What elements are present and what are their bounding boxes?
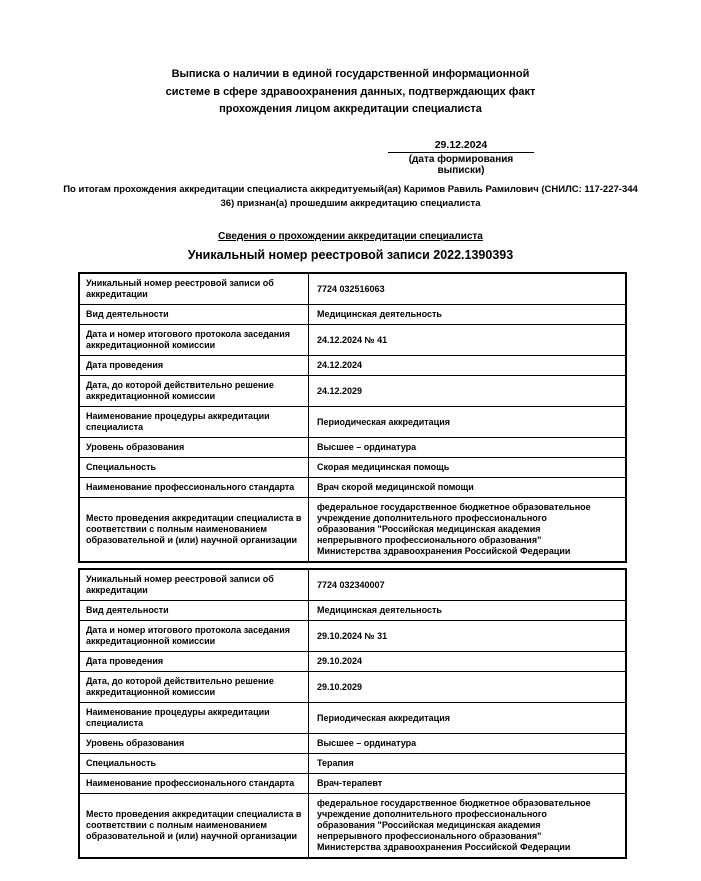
table-row [79, 498, 626, 563]
accreditation-table-1 [78, 272, 627, 563]
formation-date-caption: (дата формирования выписки) [408, 154, 514, 176]
row-value: 29.10.2024 [309, 652, 627, 672]
table-row [79, 703, 626, 734]
row-value: Медицинская деятельность [309, 601, 627, 621]
row-label: Дата и номер итогового протокола заседания аккредитационной комиссии [79, 621, 309, 652]
table-row [79, 754, 626, 774]
table-row [79, 356, 626, 376]
row-label: Наименование процедуры аккредитации специалиста [79, 703, 309, 734]
row-label: Уникальный номер реестровой записи об аккредитации [79, 273, 309, 305]
row-value: 24.12.2029 [309, 376, 627, 407]
table-row [79, 569, 626, 601]
table-row [79, 438, 626, 458]
table-row [79, 407, 626, 438]
accreditation-table-2-body [79, 569, 626, 858]
table-row [79, 621, 626, 652]
row-label: Место проведения аккредитации специалиста в соответствии с полным наименованием образовательной и (или) научной организации [79, 498, 309, 563]
table-row [79, 458, 626, 478]
row-label: Дата и номер итогового протокола заседания аккредитационной комиссии [79, 325, 309, 356]
row-value: федеральное государственное бюджетное образовательное учреждение дополнительного профессионального образования "Российская медицинская академия непрерывного профессионального образования" Министерства здравоохранения Российской Федерации [309, 498, 627, 563]
formation-date: 29.12.2024 [388, 139, 534, 153]
row-value: Периодическая аккредитация [309, 407, 627, 438]
accreditation-table-1-body [79, 273, 626, 562]
row-label: Наименование профессионального стандарта [79, 774, 309, 794]
row-value: 29.10.2029 [309, 672, 627, 703]
document-title-line-1: Выписка о наличии в единой государственной информационной [171, 68, 530, 80]
row-label: Специальность [79, 458, 309, 478]
registry-number-heading: Уникальный номер реестровой записи 2022.1390393 [187, 248, 514, 262]
row-label: Уровень образования [79, 734, 309, 754]
document-title-line-2: системе в сфере здравоохранения данных, подтверждающих факт [165, 85, 536, 98]
row-value: Высшее – ординатура [309, 438, 627, 458]
table-row [79, 376, 626, 407]
row-label: Наименование профессионального стандарта [79, 478, 309, 498]
row-label: Вид деятельности [79, 305, 309, 325]
row-value: Терапия [309, 754, 627, 774]
row-value: 24.12.2024 [309, 356, 627, 376]
row-label: Уровень образования [79, 438, 309, 458]
table-row [79, 478, 626, 498]
row-label: Дата, до которой действительно решение аккредитационной комиссии [79, 376, 309, 407]
row-value: Скорая медицинская помощь [309, 458, 627, 478]
row-label: Дата, до которой действительно решение аккредитационной комиссии [79, 672, 309, 703]
table-row [79, 794, 626, 859]
table-row [79, 601, 626, 621]
row-label: Дата проведения [79, 652, 309, 672]
table-row [79, 325, 626, 356]
row-label: Наименование процедуры аккредитации специалиста [79, 407, 309, 438]
row-value: 7724 032516063 [309, 273, 627, 305]
table-row [79, 672, 626, 703]
row-label: Специальность [79, 754, 309, 774]
row-value: 7724 032340007 [309, 569, 627, 601]
accreditation-table-2 [78, 568, 627, 859]
row-label: Вид деятельности [79, 601, 309, 621]
row-value: Периодическая аккредитация [309, 703, 627, 734]
table-row [79, 652, 626, 672]
row-value: 24.12.2024 № 41 [309, 325, 627, 356]
row-label: Уникальный номер реестровой записи об аккредитации [79, 569, 309, 601]
accreditation-statement: По итогам прохождения аккредитации специалиста аккредитуемый(ая) Каримов Равиль Рамилович (СНИЛС: 117-227-344 36) признан(а) прошедшим аккредитацию специалиста [63, 184, 638, 209]
table-row [79, 273, 626, 305]
table-row [79, 734, 626, 754]
document-title-line-3: прохождения лицом аккредитации специалиста [219, 103, 482, 115]
row-label: Дата проведения [79, 356, 309, 376]
row-value: Медицинская деятельность [309, 305, 627, 325]
table-row [79, 774, 626, 794]
row-value: Врач-терапевт [309, 774, 627, 794]
row-value: Высшее – ординатура [309, 734, 627, 754]
row-label: Место проведения аккредитации специалиста в соответствии с полным наименованием образовательной и (или) научной организации [79, 794, 309, 859]
row-value: федеральное государственное бюджетное образовательное учреждение дополнительного профессионального образования "Российская медицинская академия непрерывного профессионального образования" Министерства здравоохранения Российской Федерации [309, 794, 627, 859]
section-heading: Сведения о прохождении аккредитации специалиста [218, 231, 483, 242]
formation-date-block [388, 139, 534, 176]
row-value: 29.10.2024 № 31 [309, 621, 627, 652]
document-title [0, 66, 701, 119]
table-row [79, 305, 626, 325]
row-value: Врач скорой медицинской помощи [309, 478, 627, 498]
